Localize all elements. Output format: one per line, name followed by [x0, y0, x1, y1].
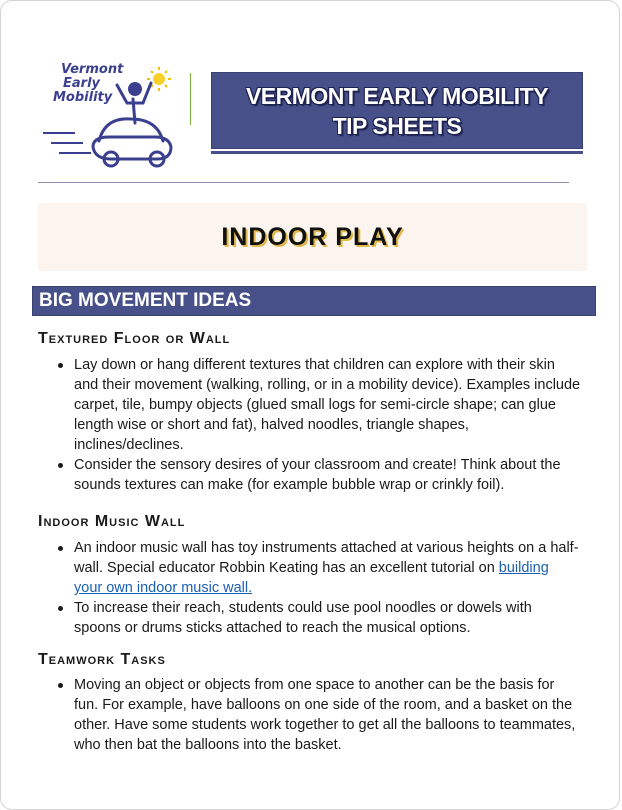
list-indoor-music-wall — [51, 538, 581, 638]
logo-line-1: Vermont — [61, 62, 124, 77]
logo-line-2: Early — [63, 76, 100, 91]
list-item: To increase their reach, students could use pool noodles or dowels with spoons or drums sticks attached to reach the musical options. — [51, 598, 581, 638]
list-item: Moving an object or objects from one space to another can be the basis for fun. For example, have balloons on one side of the room, and a basket on the other. Have some students work together to get all the balloons to teammates, who then bat the balloons into the basket. — [51, 675, 581, 755]
list-item: Consider the sensory desires of your classroom and create! Think about the sounds textures can make (for example bubble wrap or crinkly foil). — [51, 455, 581, 495]
vermont-early-mobility-logo — [39, 63, 179, 171]
subheading-textured-floor: Textured Floor or Wall — [38, 330, 231, 347]
header-title-line-2: TIP SHEETS — [332, 112, 462, 139]
logo-text — [39, 63, 123, 105]
section-header — [32, 286, 596, 316]
section-title: BIG MOVEMENT IDEAS — [39, 290, 252, 311]
page-title-banner — [38, 203, 587, 271]
list-textured-floor — [51, 355, 581, 495]
title-underline — [211, 151, 583, 154]
header-title-line-1: VERMONT EARLY MOBILITY — [245, 82, 549, 109]
subheading-indoor-music-wall: Indoor Music Wall — [38, 513, 186, 530]
page-title: INDOOR PLAY — [221, 222, 404, 251]
header-rule — [38, 182, 569, 183]
music-wall-tutorial-link[interactable]: building your own indoor music wall. — [74, 560, 549, 596]
header-divider — [190, 73, 191, 125]
list-teamwork-tasks — [51, 675, 581, 755]
list-item-text: An indoor music wall has toy instruments attached at various heights on a half-wall. Special educator Robbin Keating has an excellent tutorial on — [74, 540, 579, 576]
list-item: Lay down or hang different textures that children can explore with their skin and their movement (walking, rolling, or in a mobility device). Examples include carpet, tile, bumpy objects (glued small logs for semi-circle shape; can glue length wise or short and fat), halved noodles, triangle shapes, inclines/declines. — [51, 355, 581, 455]
logo-line-3: Mobility — [53, 90, 113, 105]
subheading-teamwork-tasks: Teamwork Tasks — [38, 651, 166, 668]
header-title-box — [211, 72, 583, 149]
list-item — [51, 538, 581, 598]
